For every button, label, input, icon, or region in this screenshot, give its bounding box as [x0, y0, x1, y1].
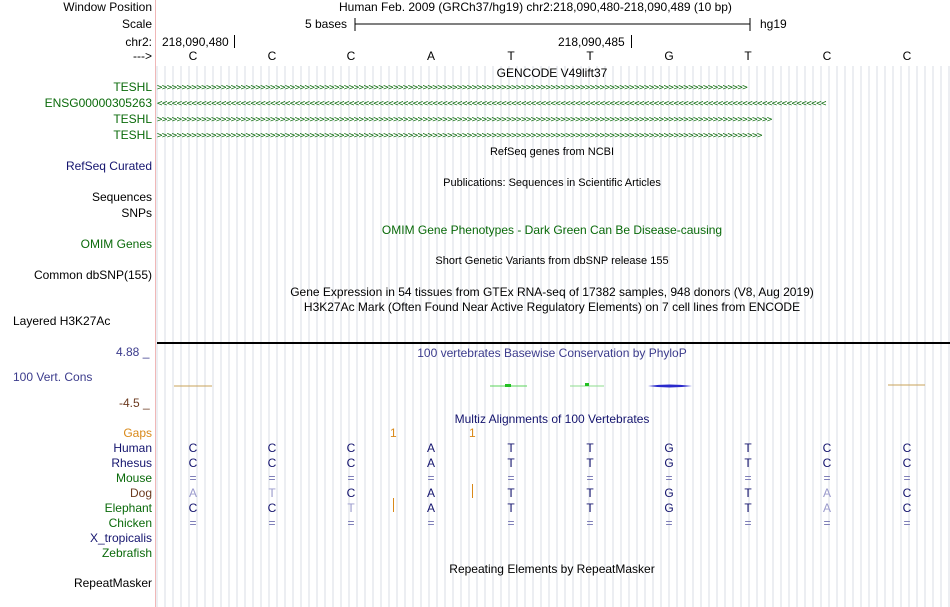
phylop-max: 4.88 _	[116, 345, 150, 359]
elephant-insertion-mark	[393, 498, 394, 512]
sequences-label[interactable]: Sequences	[91, 190, 152, 204]
phylop-signal	[157, 378, 950, 392]
alignment-base: C	[902, 441, 912, 455]
alignment-base: C	[267, 501, 277, 515]
species-label-zebrafish[interactable]: Zebrafish	[101, 546, 152, 560]
alignment-base: C	[902, 486, 912, 500]
alignment-base: C	[346, 441, 356, 455]
gencode-track-teshl[interactable]: >>>>>>>>>>>>>>>>>>>>>>>>>>>>>>>>>>>>>>>>>>>>>>>>>>>>>>>>>>>>>>>>>>>>>>>>>>>>>>>>>>>>>>>>>>>>>>>>>>>>>>>>>>>>>>>>>>>>>>>>	[157, 83, 748, 93]
alignment-base: =	[665, 471, 673, 485]
h3k27ac-baseline	[157, 342, 950, 344]
alignment-base: C	[822, 456, 832, 470]
alignment-base: =	[268, 516, 276, 530]
snps-label[interactable]: SNPs	[121, 206, 152, 220]
reference-base: C	[902, 49, 912, 63]
alignment-base: T	[507, 501, 515, 515]
alignment-base: C	[188, 456, 198, 470]
alignment-base: =	[744, 471, 752, 485]
position-tick-1: 218,090,480	[162, 35, 229, 49]
refseq-label[interactable]: RefSeq Curated	[65, 159, 152, 173]
alignment-base: T	[268, 486, 276, 500]
reference-base: C	[822, 49, 832, 63]
alignment-base: T	[744, 486, 752, 500]
species-label-dog[interactable]: Dog	[129, 486, 152, 500]
reference-base: G	[664, 49, 674, 63]
alignment-base: A	[426, 441, 435, 455]
chr-label: chr2:	[125, 35, 152, 49]
scale-label: Scale	[121, 17, 152, 31]
alignment-base: C	[902, 501, 912, 515]
alignment-base: C	[822, 441, 832, 455]
alignment-base: =	[903, 471, 911, 485]
alignment-base: T	[744, 456, 752, 470]
alignment-base: G	[664, 456, 674, 470]
position-tick-mark-2	[631, 35, 632, 48]
species-label-x-tropicalis[interactable]: X_tropicalis	[89, 531, 152, 545]
alignment-base: =	[189, 471, 197, 485]
alignment-base: C	[346, 486, 356, 500]
alignment-base: =	[189, 516, 197, 530]
alignment-base: A	[822, 501, 831, 515]
species-label-rhesus[interactable]: Rhesus	[111, 456, 152, 470]
alignment-base: =	[823, 471, 831, 485]
alignment-base: T	[586, 486, 594, 500]
alignment-base: C	[188, 441, 198, 455]
refseq-title: RefSeq genes from NCBI	[489, 146, 615, 158]
reference-base: C	[346, 49, 356, 63]
strand-label: --->	[133, 49, 152, 63]
alignment-base: =	[665, 516, 673, 530]
alignment-base: A	[426, 486, 435, 500]
alignment-base: C	[188, 501, 198, 515]
dbsnp-title: Short Genetic Variants from dbSNP release 155	[435, 255, 669, 267]
dbsnp-label[interactable]: Common dbSNP(155)	[33, 268, 152, 282]
repeatmasker-label[interactable]: RepeatMasker	[73, 576, 152, 590]
alignment-base: G	[664, 441, 674, 455]
alignment-base: G	[664, 501, 674, 515]
alignment-base: A	[822, 486, 831, 500]
gencode-title: GENCODE V49lift37	[496, 66, 608, 80]
alignment-base: =	[586, 471, 594, 485]
alignment-base: C	[267, 456, 277, 470]
window-position-label: Window Position	[63, 0, 152, 14]
gap-mark-1: 1	[390, 426, 397, 440]
position-tick-mark-1	[234, 35, 235, 48]
reference-base: C	[188, 49, 198, 63]
alignment-base: =	[347, 471, 355, 485]
alignment-base: A	[426, 501, 435, 515]
alignment-base: G	[664, 486, 674, 500]
alignment-base: C	[902, 456, 912, 470]
gencode-track-ensg[interactable]: <<<<<<<<<<<<<<<<<<<<<<<<<<<<<<<<<<<<<<<<<<<<<<<<<<<<<<<<<<<<<<<<<<<<<<<<<<<<<<<<<<<<<<<<<<<<<<<<<<<<<<<<<<<<<<<<<<<<<<<<<<<<<<<<<<<<<<<<	[157, 99, 826, 109]
alignment-base: =	[823, 516, 831, 530]
alignment-base: =	[427, 516, 435, 530]
alignment-base: C	[267, 441, 277, 455]
species-label-elephant[interactable]: Elephant	[104, 501, 152, 515]
reference-base: T	[744, 49, 752, 63]
gencode-label-teshl[interactable]: TESHL	[113, 80, 152, 94]
reference-base: C	[267, 49, 277, 63]
omim-label[interactable]: OMIM Genes	[80, 237, 152, 251]
scale-bar	[353, 17, 753, 32]
species-label-human[interactable]: Human	[113, 441, 152, 455]
gtex-title: Gene Expression in 54 tissues from GTEx RNA-seq of 17382 samples, 948 donors (V8, Aug 2019)	[290, 285, 814, 299]
gaps-label[interactable]: Gaps	[123, 426, 152, 440]
species-label-chicken[interactable]: Chicken	[108, 516, 152, 530]
h3k27ac-label[interactable]: Layered H3K27Ac	[13, 314, 111, 328]
track-area-border	[155, 0, 156, 607]
dog-insertion-mark	[472, 484, 473, 498]
scale-db-text: hg19	[760, 17, 787, 31]
alignment-base: T	[586, 456, 594, 470]
alignment-base: =	[903, 516, 911, 530]
alignment-base: T	[347, 501, 355, 515]
omim-title: OMIM Gene Phenotypes - Dark Green Can Be Disease-causing	[381, 223, 723, 237]
reference-base: A	[426, 49, 435, 63]
phylop-title: 100 vertebrates Basewise Conservation by PhyloP	[417, 346, 687, 360]
alignment-base: =	[268, 471, 276, 485]
alignment-base: C	[346, 456, 356, 470]
h3k27ac-title: H3K27Ac Mark (Often Found Near Active Regulatory Elements) on 7 cell lines from ENCODE	[303, 300, 801, 314]
alignment-base: T	[507, 456, 515, 470]
alignment-base: T	[744, 441, 752, 455]
phylop-min: -4.5 _	[119, 396, 150, 410]
gencode-track-teshl-2[interactable]: >>>>>>>>>>>>>>>>>>>>>>>>>>>>>>>>>>>>>>>>>>>>>>>>>>>>>>>>>>>>>>>>>>>>>>>>>>>>>>>>>>>>>>>>>>>>>>>>>>>>>>>>>>>>>>>>>>>>>>>>>>>>>	[157, 115, 772, 125]
repeatmasker-title: Repeating Elements by RepeatMasker	[449, 562, 655, 576]
alignment-base: T	[744, 501, 752, 515]
gap-mark-2: 1	[469, 426, 476, 440]
alignment-base: =	[586, 516, 594, 530]
alignment-base: =	[744, 516, 752, 530]
phylop-label[interactable]: 100 Vert. Cons	[13, 370, 93, 384]
alignment-base: =	[347, 516, 355, 530]
alignment-base: A	[426, 456, 435, 470]
alignment-base: T	[586, 501, 594, 515]
reference-base: T	[507, 49, 515, 63]
scale-bases-text: 5 bases	[305, 17, 348, 31]
position-tick-2: 218,090,485	[558, 35, 625, 49]
multiz-title: Multiz Alignments of 100 Vertebrates	[454, 412, 650, 426]
gencode-label-ensg[interactable]: ENSG00000305263	[44, 96, 152, 110]
reference-base: T	[586, 49, 594, 63]
publications-title: Publications: Sequences in Scientific Articles	[443, 177, 661, 189]
alignment-base: =	[507, 516, 515, 530]
alignment-base: A	[188, 486, 197, 500]
alignment-base: =	[427, 471, 435, 485]
alignment-base: T	[586, 441, 594, 455]
alignment-base: T	[507, 486, 515, 500]
assembly-position-text: Human Feb. 2009 (GRCh37/hg19) chr2:218,090,480-218,090,489 (10 bp)	[339, 0, 732, 14]
alignment-base: =	[507, 471, 515, 485]
alignment-base: T	[507, 441, 515, 455]
species-label-mouse[interactable]: Mouse	[115, 471, 152, 485]
gencode-label-teshl-3[interactable]: TESHL	[113, 128, 152, 142]
gencode-track-teshl-3[interactable]: >>>>>>>>>>>>>>>>>>>>>>>>>>>>>>>>>>>>>>>>>>>>>>>>>>>>>>>>>>>>>>>>>>>>>>>>>>>>>>>>>>>>>>>>>>>>>>>>>>>>>>>>>>>>>>>>>>>>>>>>>>>	[157, 131, 762, 141]
gencode-label-teshl-2[interactable]: TESHL	[113, 112, 152, 126]
